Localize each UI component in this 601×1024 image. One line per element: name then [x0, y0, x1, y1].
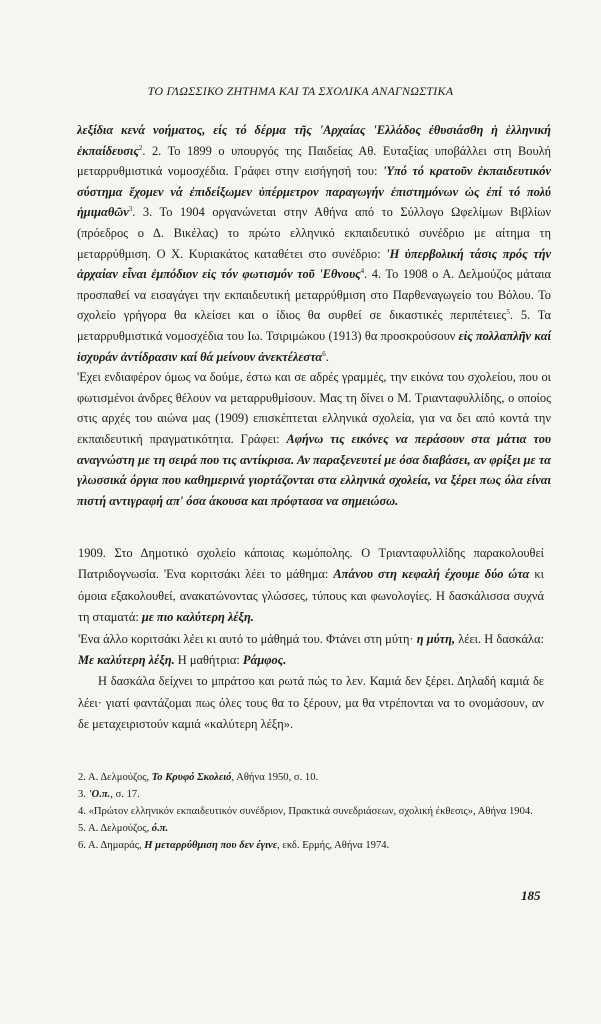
footnote: 4. «Πρώτον ελληνικόν εκπαιδευτικόν συνέδριον, Πρακτικά συνεδριάσεων, σχολική έκθεσις», Αθήνα 1904.	[78, 806, 533, 817]
footnotes	[78, 769, 548, 854]
quote-paragraph-2: 'Ενα άλλο κοριτσάκι λέει κι αυτό το μάθημά του. Φτάνει στη μύτη· η μύτη, λέει. Η δασκάλα: Με καλύτερη λέξη. Η μαθήτρια: Ράμφος.	[78, 631, 544, 668]
paragraph-1: λεξίδια κενά νοήματος, είς τό δέρμα τῆς 'Αρχαίας 'Ελλάδος ἐθυσιάσθη ἡ ἑλληνική ἐκπαίδευσις$^2$. 2. Το 1899 ο υπουργός της Παιδείας Αθ. Ευταξίας υποβάλλει στη Βουλή μεταρρυθμιστικά νομοσχέδια. Γράφει στην εισήγησή του: 'Υπό τό κρατοῦν ἐκπαιδευτικόν σύστημα ἔχομεν νά ἐπιδείξωμεν ὑπέρμετρον παραγωγήν ἐπιστημόνων ὡς ἐπί τό πολύ ἡμιμαθῶν$^3$. 3. Το 1904 οργανώνεται στην Αθήνα από το Σύλλογο Ωφελίμων Βιβλίων (πρόεδρος ο Δ. Βικέλας) το πρώτο ελληνικό εκπαιδευτικό συνέδριο με αίτημα τη μεταρρύθμιση. Ο Χ. Κυριακάτος καταθέτει στο συνέδριο: 'Η ὑπερβολική τάσις πρός τήν ἀρχαίαν εἶναι ἐμπόδιον εἰς τόν φωτισμόν τοῦ 'Εθνους$^4$. 4. Το 1908 ο Α. Δελμούζος μάταια προσπαθεί να εισαγάγει την εκπαιδευτική μεταρρύθμιση στο Παρθεναγωγείο του Βόλου. Το σχολείο γρήγορα θα κλείσει και ο ίδιος θα συρθεί σε δικαστικές περιπέτειες$^5$. 5. Τα μεταρρυθμιστικά νομοσχέδια του Ιω. Τσιριμώκου (1913) θα προσκρούσουν εἰς πολλαπλῆν καί ἰσχυράν ἀντίδρασιν καί θά μείνουν ἀνεκτέλεστα$^6$.	[77, 123, 552, 364]
paragraph-2: 'Εχει ενδιαφέρον όμως να δούμε, έστω και σε αδρές γραμμές, την εικόνα του σχολείου, που οι φωτισμένοι άνδρες θέλουν να μεταρρυθμίσουν. Μας τη δίνει ο Μ. Τριανταφυλλίδης, ο οποίος στις αρχές του αιώνα μας (1909) επισκέπτεται ελληνικά σχολεία, για να δει από κοντά την εκπαιδευτική πραγματικότητα. Γράφει: Αφήνω τις εικόνες να περάσουν στα μάτια του αναγνώστη με τη σειρά που τις αντίκρισα. Αν παραξενευτεί με όσα διαβάσει, αν φρίξει με τα γλωσσικά όργια που καθημερινά γιορτάζονται στα ελληνικά σχολεία, να ξέρει πως όλα είναι πιστή αντιγραφή απ' όσα άκουσα και πρόφτασα να σημειώσω.	[77, 370, 551, 508]
quote-paragraph-1: 1909. Στο Δημοτικό σχολείο κάποιας κωμόπολης. Ο Τριανταφυλλίδης παρακολουθεί Πατριδογνωσία. 'Ενα κοριτσάκι λέει το μάθημα: Απάνου στη κεφαλή έχουμε δύο ώτα κι όμοια εξακολουθεί, ανακατώνοντας γλώσσες, τύπους και φωνολογίες. Η δασκάλισσα συχνά τη σταματά: με πιο καλύτερη λέξη.	[78, 546, 544, 625]
running-title: ΤΟ ΓΛΩΣΣΙΚΟ ΖΗΤΗΜΑ ΚΑΙ ΤΑ ΣΧΟΛΙΚΑ ΑΝΑΓΝΩΣΤΙΚΑ	[147, 84, 454, 98]
page-number: 185	[521, 888, 541, 903]
quote-paragraph-3: Η δασκάλα δείχνει το μπράτσο και ρωτά πώς το λεν. Καμιά δεν ξέρει. Δηλαδή καμιά δε λέει· γιατί φαντάζομαι πως όλες τους θα το ξέρουν, μα θα ντρέπονται να το ονομάσουν, αν δε μεταχειριστούν καμιά «καλύτερη λέξη».	[78, 674, 544, 732]
block-quote	[78, 543, 544, 736]
footnote: 5. Α. Δελμούζος, ό.π.	[78, 823, 169, 834]
footnote: 6. Α. Δημαράς, Η μεταρρύθμιση που δεν έγινε, εκδ. Ερμής, Αθήνα 1974.	[78, 840, 390, 851]
footnote: 2. Α. Δελμούζος, Το Κρυφό Σκολειό, Αθήνα 1950, σ. 10.	[78, 772, 319, 783]
main-text	[77, 120, 551, 511]
footnote: 3. 'Ο.π., σ. 17.	[78, 789, 140, 800]
